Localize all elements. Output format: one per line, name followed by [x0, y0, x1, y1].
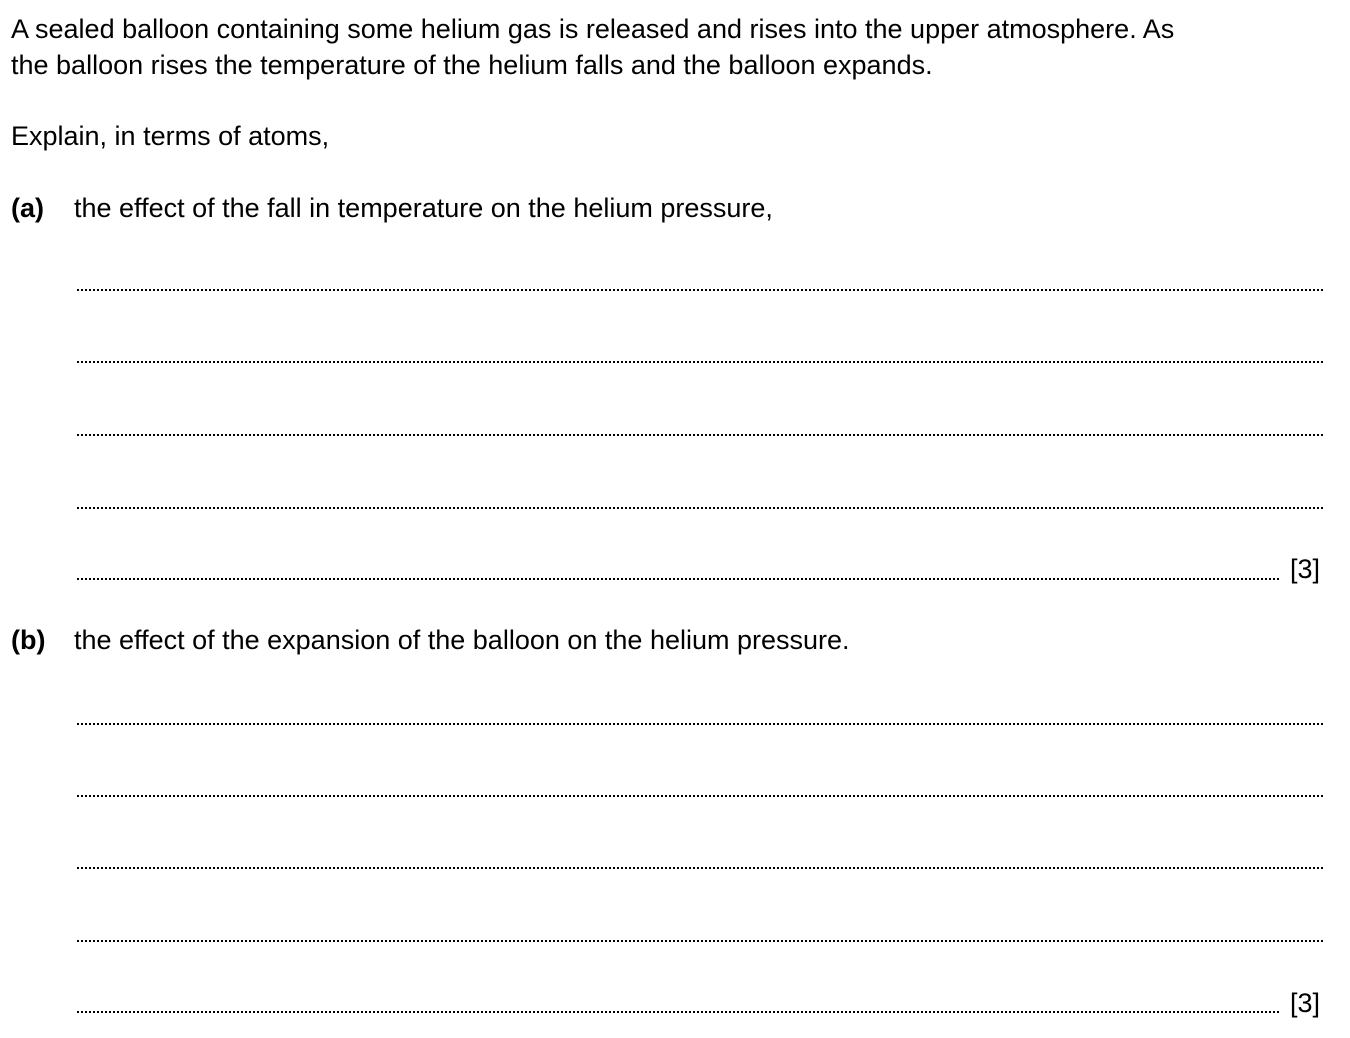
question-intro [11, 11, 1341, 83]
part-b-heading [11, 622, 850, 658]
instruction-prompt: Explain, in terms of atoms, [11, 121, 330, 151]
intro-line-2: the balloon rises the temperature of the helium falls and the balloon expands. [11, 50, 933, 80]
part-b-label: (b) [11, 625, 46, 655]
intro-line-1: A sealed balloon containing some helium gas is released and rises into the upper atmosphere. As [11, 14, 1175, 44]
part-a-marks: [3] [1290, 554, 1321, 584]
part-b-question: the effect of the expansion of the balloon on the helium pressure. [74, 625, 850, 655]
part-b-marks: [3] [1290, 988, 1321, 1018]
part-a-heading [11, 190, 773, 226]
part-a-question: the effect of the fall in temperature on the helium pressure, [74, 193, 773, 223]
part-a-label: (a) [11, 193, 44, 223]
